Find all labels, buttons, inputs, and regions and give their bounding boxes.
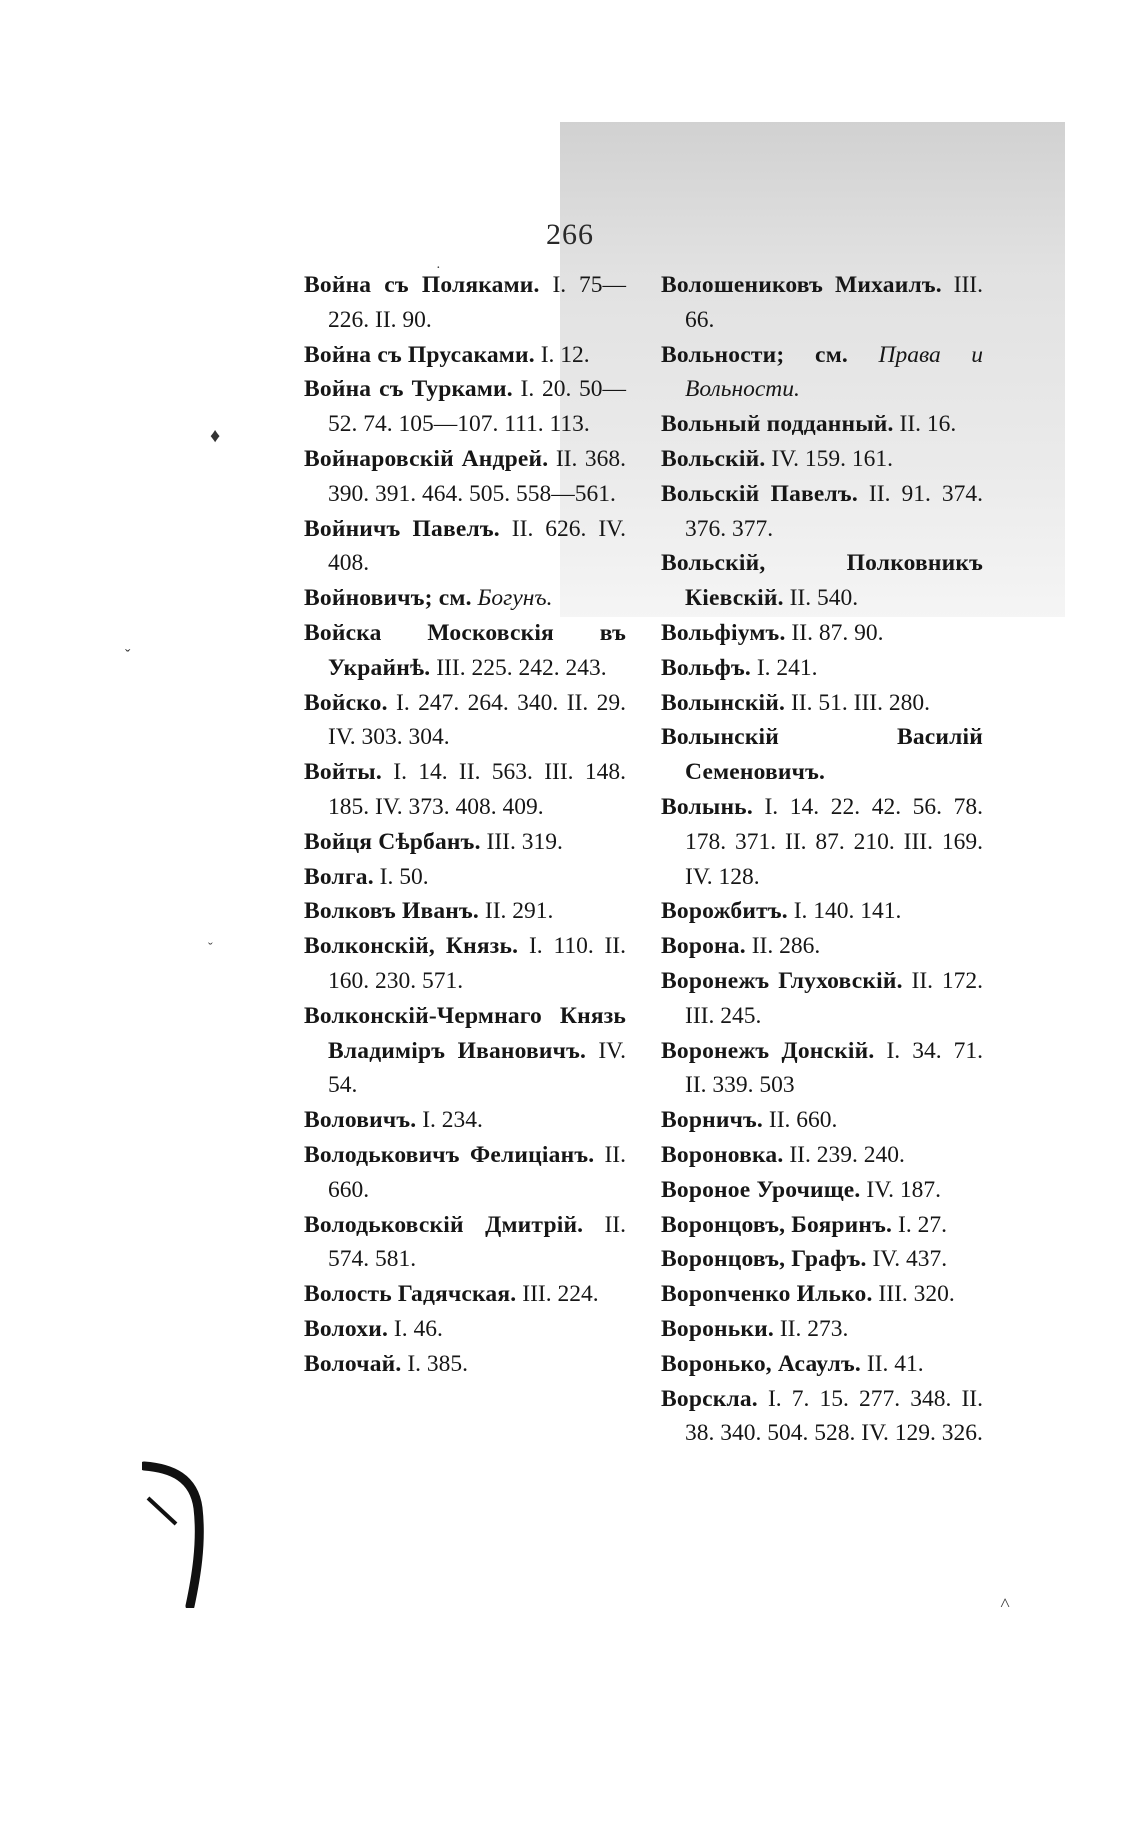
entry-page-references: I. 27. bbox=[892, 1211, 947, 1238]
index-entry bbox=[661, 929, 983, 964]
entry-page-references: III. 66. bbox=[685, 272, 983, 333]
entry-page-references: I. 140. 141. bbox=[787, 898, 902, 925]
entry-heading: Войска Московскія въ Украйнѣ. bbox=[304, 619, 626, 681]
scan-speck-mark: ˇ bbox=[125, 647, 131, 664]
index-entry bbox=[661, 686, 983, 721]
index-entry bbox=[661, 1382, 983, 1452]
entry-page-references: I. 46. bbox=[388, 1315, 443, 1342]
entry-page-references: I. 34. 71. II. 339. 503 bbox=[685, 1037, 983, 1099]
entry-page-references: II. 239. 240. bbox=[783, 1141, 905, 1168]
entry-heading: Войско. bbox=[304, 689, 388, 716]
entry-page-references: IV. 437. bbox=[866, 1246, 948, 1273]
entry-cross-reference: Богунъ. bbox=[471, 585, 553, 612]
entry-heading: Войновичъ; см. bbox=[304, 585, 472, 612]
index-entry bbox=[304, 442, 626, 512]
entry-heading: Войнаровскій Андрей. bbox=[304, 445, 549, 472]
index-entry bbox=[661, 268, 983, 338]
entry-heading: Волга. bbox=[304, 863, 374, 890]
entry-heading: Волковъ Иванъ. bbox=[304, 898, 480, 925]
entry-heading: Войты. bbox=[304, 759, 382, 786]
entry-heading: Володьковскій Дмитрій. bbox=[304, 1211, 584, 1238]
index-entry bbox=[661, 546, 983, 616]
scan-speck-mark: ˇ bbox=[208, 941, 213, 956]
entry-heading: Воловичъ. bbox=[304, 1107, 417, 1134]
entry-heading: Ворonченко Илько. bbox=[661, 1281, 873, 1308]
index-entry bbox=[661, 1312, 983, 1347]
entry-page-references: II. 540. bbox=[783, 585, 859, 612]
scan-bracket-mark bbox=[142, 1458, 212, 1608]
index-entry bbox=[304, 1208, 626, 1278]
entry-page-references: II. 51. III. 280. bbox=[785, 689, 930, 716]
entry-heading: Воронежъ Донскій. bbox=[661, 1037, 875, 1064]
entry-heading: Война съ Прусаками. bbox=[304, 341, 535, 368]
index-entry bbox=[304, 929, 626, 999]
index-entry bbox=[661, 651, 983, 686]
entry-page-references: II. 291. bbox=[479, 898, 554, 925]
index-entry bbox=[661, 616, 983, 651]
entry-heading: Вольный подданный. bbox=[661, 411, 894, 438]
entry-heading: Война съ Поляками. bbox=[304, 272, 540, 298]
entry-page-references: I. 234. bbox=[416, 1107, 483, 1134]
index-entry bbox=[304, 1277, 626, 1312]
entry-heading: Волошениковъ Михаилъ. bbox=[661, 272, 942, 298]
entry-heading: Воронцовъ, Бояринъ. bbox=[661, 1211, 893, 1238]
entry-page-references: II. 41. bbox=[860, 1350, 924, 1377]
scan-speck-mark: · bbox=[436, 261, 441, 276]
entry-page-references: II. 286. bbox=[745, 933, 821, 960]
entry-heading: Волконскій-Чермнаго Князь Владиміръ Ивановичъ. bbox=[304, 1002, 626, 1064]
entry-page-references: II. 172. III. 245. bbox=[685, 967, 984, 1029]
index-entry bbox=[304, 686, 626, 756]
entry-heading: Ворскла. bbox=[661, 1385, 758, 1412]
index-entry bbox=[661, 720, 983, 790]
index-entry bbox=[304, 825, 626, 860]
index-entry bbox=[661, 1173, 983, 1208]
index-entry bbox=[304, 581, 626, 616]
entry-heading: Вольскій, Полковникъ Кіевскій. bbox=[661, 550, 983, 612]
entry-page-references: II. 660. bbox=[763, 1107, 838, 1134]
entry-heading: Вороньки. bbox=[661, 1315, 774, 1342]
index-entry bbox=[304, 999, 626, 1103]
index-entry bbox=[304, 338, 626, 373]
index-entry bbox=[661, 1034, 983, 1104]
entry-page-references: I. 7. 15. 277. 348. II. 38. 340. 504. 528. IV. 129. 326. bbox=[685, 1385, 983, 1447]
entry-heading: Волынскій. bbox=[661, 689, 786, 716]
entry-heading: Волынь. bbox=[661, 793, 753, 820]
entry-heading: Воронцовъ, Графъ. bbox=[661, 1246, 867, 1273]
entry-heading: Вольности; см. bbox=[661, 341, 848, 368]
entry-heading: Вольскій. bbox=[661, 445, 766, 472]
index-entry bbox=[304, 1103, 626, 1138]
index-entry bbox=[304, 894, 626, 929]
index-column-left bbox=[304, 268, 626, 1382]
entry-page-references: III. 225. 242. 243. bbox=[430, 654, 607, 681]
index-entry bbox=[304, 860, 626, 895]
index-entry bbox=[661, 790, 983, 894]
entry-page-references: I. 241. bbox=[750, 654, 818, 681]
entry-page-references: I. 110. II. 160. 230. 571. bbox=[328, 933, 627, 994]
entry-heading: Волынскій Василій Семеновичъ. bbox=[661, 724, 983, 786]
index-entry bbox=[304, 1347, 626, 1382]
entry-page-references: II. 660. bbox=[328, 1141, 627, 1203]
index-entry bbox=[661, 894, 983, 929]
entry-page-references: IV. 54. bbox=[328, 1037, 626, 1099]
index-entry bbox=[304, 616, 626, 686]
page-number: 266 bbox=[546, 218, 594, 251]
entry-page-references: I. 20. 50—52. 74. 105—107. 111. 113. bbox=[328, 376, 627, 438]
entry-page-references: I. 14. II. 563. III. 148. 185. IV. 373. 408. 409. bbox=[328, 759, 626, 820]
entry-page-references: I. 12. bbox=[534, 341, 590, 368]
entry-heading: Война съ Турками. bbox=[304, 376, 513, 403]
index-entry bbox=[661, 964, 983, 1034]
index-entry bbox=[661, 1347, 983, 1382]
entry-heading: Ворона. bbox=[661, 933, 746, 960]
scan-speck-mark: ♦ bbox=[210, 425, 221, 447]
entry-page-references: II. 91. 374. 376. 377. bbox=[685, 480, 983, 542]
entry-page-references: I. 50. bbox=[373, 863, 429, 890]
entry-heading: Вороновка. bbox=[661, 1141, 784, 1168]
entry-page-references: III. 320. bbox=[872, 1281, 955, 1308]
index-entry bbox=[661, 1138, 983, 1173]
entry-page-references: III. 224. bbox=[516, 1281, 599, 1308]
index-entry bbox=[661, 1208, 983, 1243]
index-entry bbox=[304, 1138, 626, 1208]
index-entry bbox=[661, 1103, 983, 1138]
entry-page-references: II. 87. 90. bbox=[785, 619, 884, 646]
index-entry bbox=[304, 268, 626, 338]
entry-page-references: III. 319. bbox=[480, 828, 563, 855]
entry-heading: Володьковичъ Фелиціанъ. bbox=[304, 1141, 595, 1168]
entry-page-references: IV. 187. bbox=[860, 1176, 942, 1203]
entry-page-references: II. 368. 390. 391. 464. 505. 558—561. bbox=[328, 445, 626, 507]
entry-page-references: I. 385. bbox=[401, 1350, 469, 1377]
entry-heading: Ворожбитъ. bbox=[661, 898, 788, 925]
index-entry bbox=[304, 1312, 626, 1347]
entry-page-references: IV. 159. 161. bbox=[765, 445, 893, 472]
entry-heading: Вольфъ. bbox=[661, 654, 751, 681]
index-entry bbox=[304, 372, 626, 442]
entry-page-references: I. 75—226. II. 90. bbox=[328, 272, 626, 333]
index-entry bbox=[661, 1242, 983, 1277]
entry-cross-reference: Права и Вольности. bbox=[685, 341, 984, 403]
index-entry bbox=[304, 512, 626, 582]
entry-page-references: I. 247. 264. 340. II. 29. IV. 303. 304. bbox=[328, 689, 626, 751]
entry-page-references: I. 14. 22. 42. 56. 78. 178. 371. II. 87. 210. III. 169. IV. 128. bbox=[685, 793, 983, 890]
entry-heading: Волохи. bbox=[304, 1315, 389, 1342]
entry-page-references: II. 16. bbox=[893, 411, 957, 438]
index-entry bbox=[661, 338, 983, 408]
index-entry bbox=[661, 1277, 983, 1312]
entry-heading: Волконскій, Князь. bbox=[304, 933, 519, 960]
entry-heading: Вольфіумъ. bbox=[661, 619, 786, 646]
index-entry bbox=[661, 442, 983, 477]
entry-page-references: II. 626. IV. 408. bbox=[328, 515, 626, 577]
entry-heading: Вольскій Павелъ. bbox=[661, 480, 858, 507]
entry-heading: Ворничъ. bbox=[661, 1107, 764, 1134]
index-column-right bbox=[661, 268, 983, 1451]
scan-speck-mark: ˄ bbox=[1000, 1593, 1011, 1613]
entry-page-references: II. 273. bbox=[773, 1315, 849, 1342]
index-entry bbox=[661, 407, 983, 442]
entry-heading: Войничъ Павелъ. bbox=[304, 515, 500, 542]
index-entry bbox=[661, 477, 983, 547]
index-entry bbox=[304, 755, 626, 825]
entry-heading: Волочай. bbox=[304, 1350, 402, 1377]
entry-heading: Волость Гадячская. bbox=[304, 1281, 517, 1308]
entry-heading: Воронежъ Глуховскій. bbox=[661, 967, 903, 994]
entry-page-references: II. 574. 581. bbox=[328, 1211, 626, 1273]
entry-heading: Вороное Урочище. bbox=[661, 1176, 861, 1203]
entry-heading: Войця Сѣрбанъ. bbox=[304, 828, 481, 855]
entry-heading: Воронько, Асаулъ. bbox=[661, 1350, 861, 1377]
